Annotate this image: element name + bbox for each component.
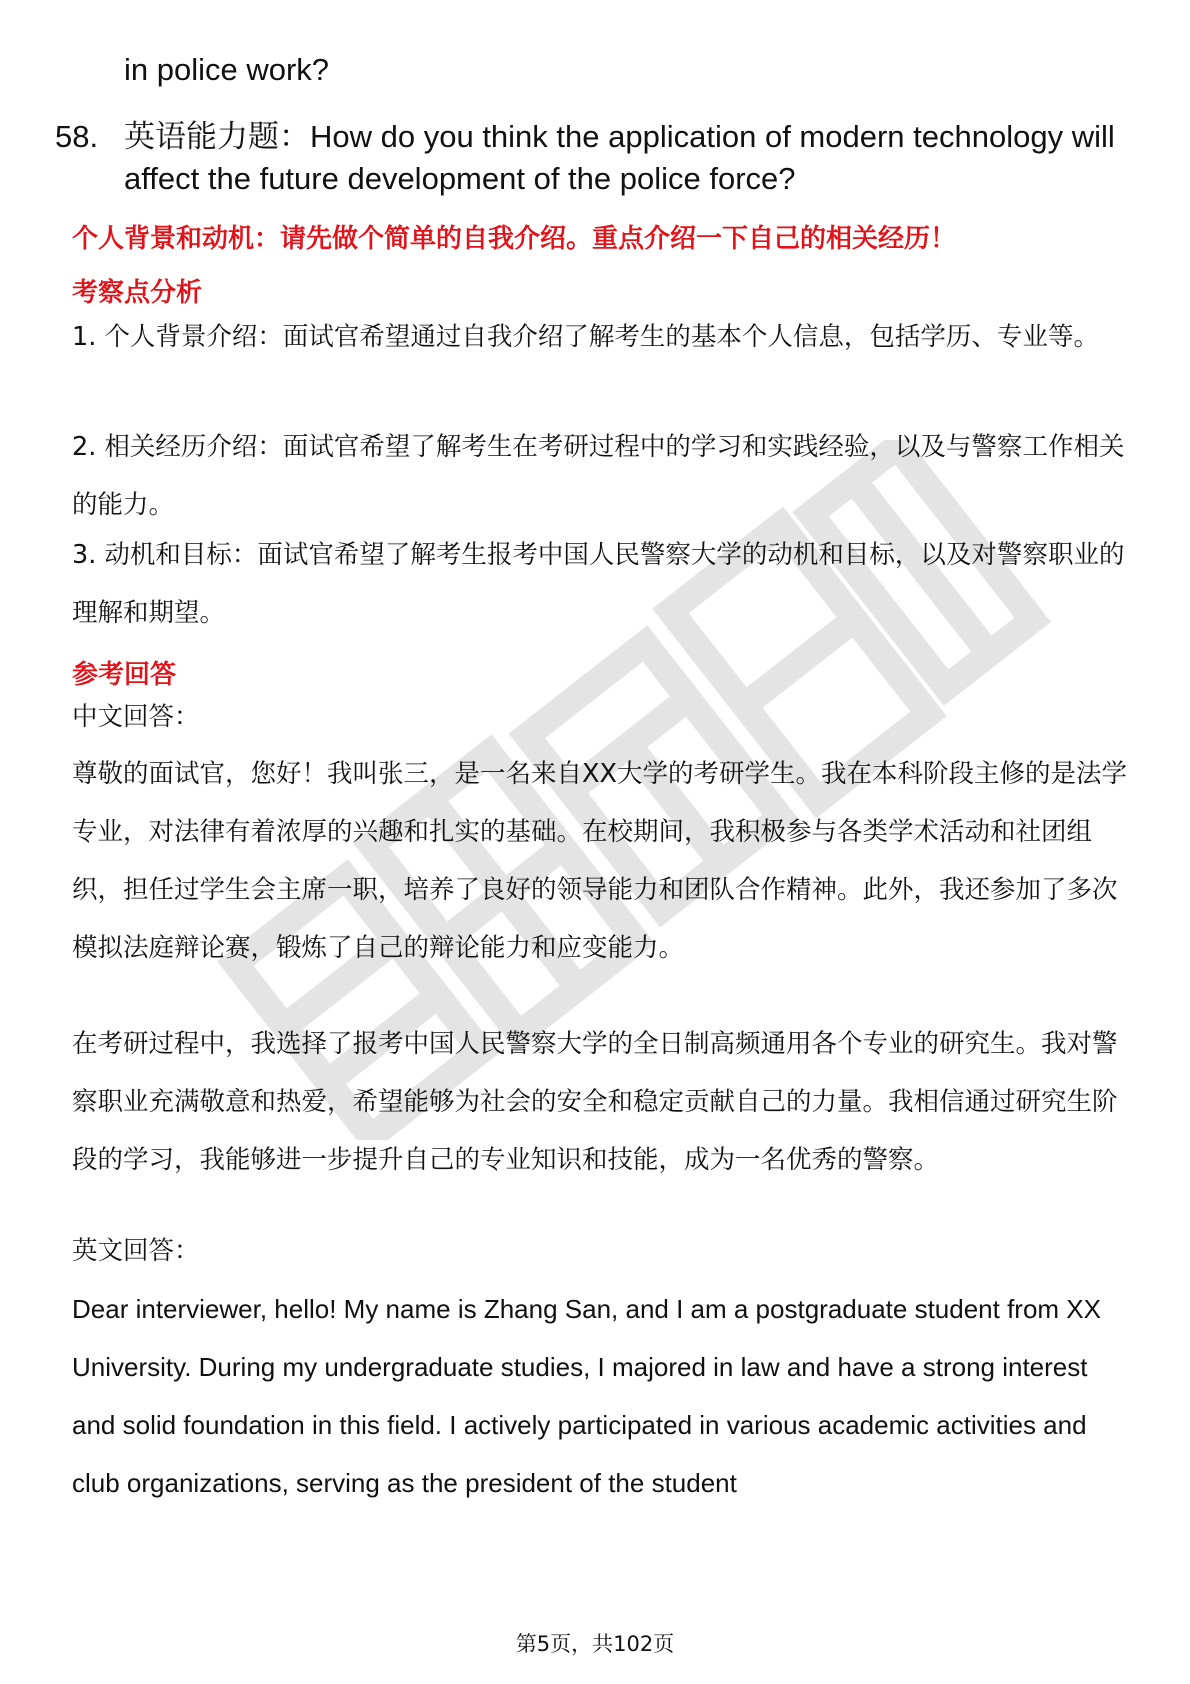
analysis-point-3: 3. 动机和目标：面试官希望了解考生报考中国人民警察大学的动机和目标，以及对警察职业的理解和期望。	[72, 540, 1125, 628]
english-answer-text: Dear interviewer, hello! My name is Zhang San, and I am a postgraduate student from XX University. During my undergraduate studies, I majored in law and have a strong interest and solid foundation in this field. I actively participated in various academic activities and club organizations, serving as the president of the student	[72, 1294, 1101, 1498]
english-answer-label: 英文回答：	[72, 1236, 200, 1266]
question-label: 英语能力题：	[124, 119, 310, 155]
analysis-point-2: 2. 相关经历介绍：面试官希望了解考生在考研过程中的学习和实践经验，以及与警察工作相关的能力。	[72, 432, 1125, 520]
analysis-heading: 考察点分析	[72, 278, 203, 308]
chinese-answer-paragraph-1: 尊敬的面试官，您好！我叫张三，是一名来自XX大学的考研学生。我在本科阶段主修的是法学专业，对法律有着浓厚的兴趣和扎实的基础。在校期间，我积极参与各类学术活动和社团组织，担任过学生会主席一职，培养了良好的领导能力和团队合作精神。此外，我还参加了多次模拟法庭辩论赛，锻炼了自己的辩论能力和应变能力。	[72, 759, 1127, 963]
chinese-answer-label: 中文回答：	[72, 702, 200, 732]
question-58	[55, 116, 1135, 200]
page-footer: 第5页，共102页	[515, 1632, 675, 1656]
reference-heading: 参考回答	[72, 660, 177, 690]
question-number: 58.	[55, 119, 99, 154]
section-heading: 个人背景和动机：请先做个简单的自我介绍。重点介绍一下自己的相关经历！	[72, 224, 957, 254]
question-text-block	[124, 116, 1135, 200]
chinese-answer-paragraph-2: 在考研过程中，我选择了报考中国人民警察大学的全日制高频通用各个专业的研究生。我对警察职业充满敬意和热爱，希望能够为社会的安全和稳定贡献自己的力量。我相信通过研究生阶段的学习，我能够进一步提升自己的专业知识和技能，成为一名优秀的警察。	[72, 1029, 1118, 1175]
question-text: How do you think the application of modern technology will affect the future development of the police force?	[124, 119, 1115, 196]
question-continuation: in police work?	[124, 52, 330, 87]
analysis-point-1: 1. 个人背景介绍：面试官希望通过自我介绍了解考生的基本个人信息，包括学历、专业等。	[72, 322, 1099, 352]
